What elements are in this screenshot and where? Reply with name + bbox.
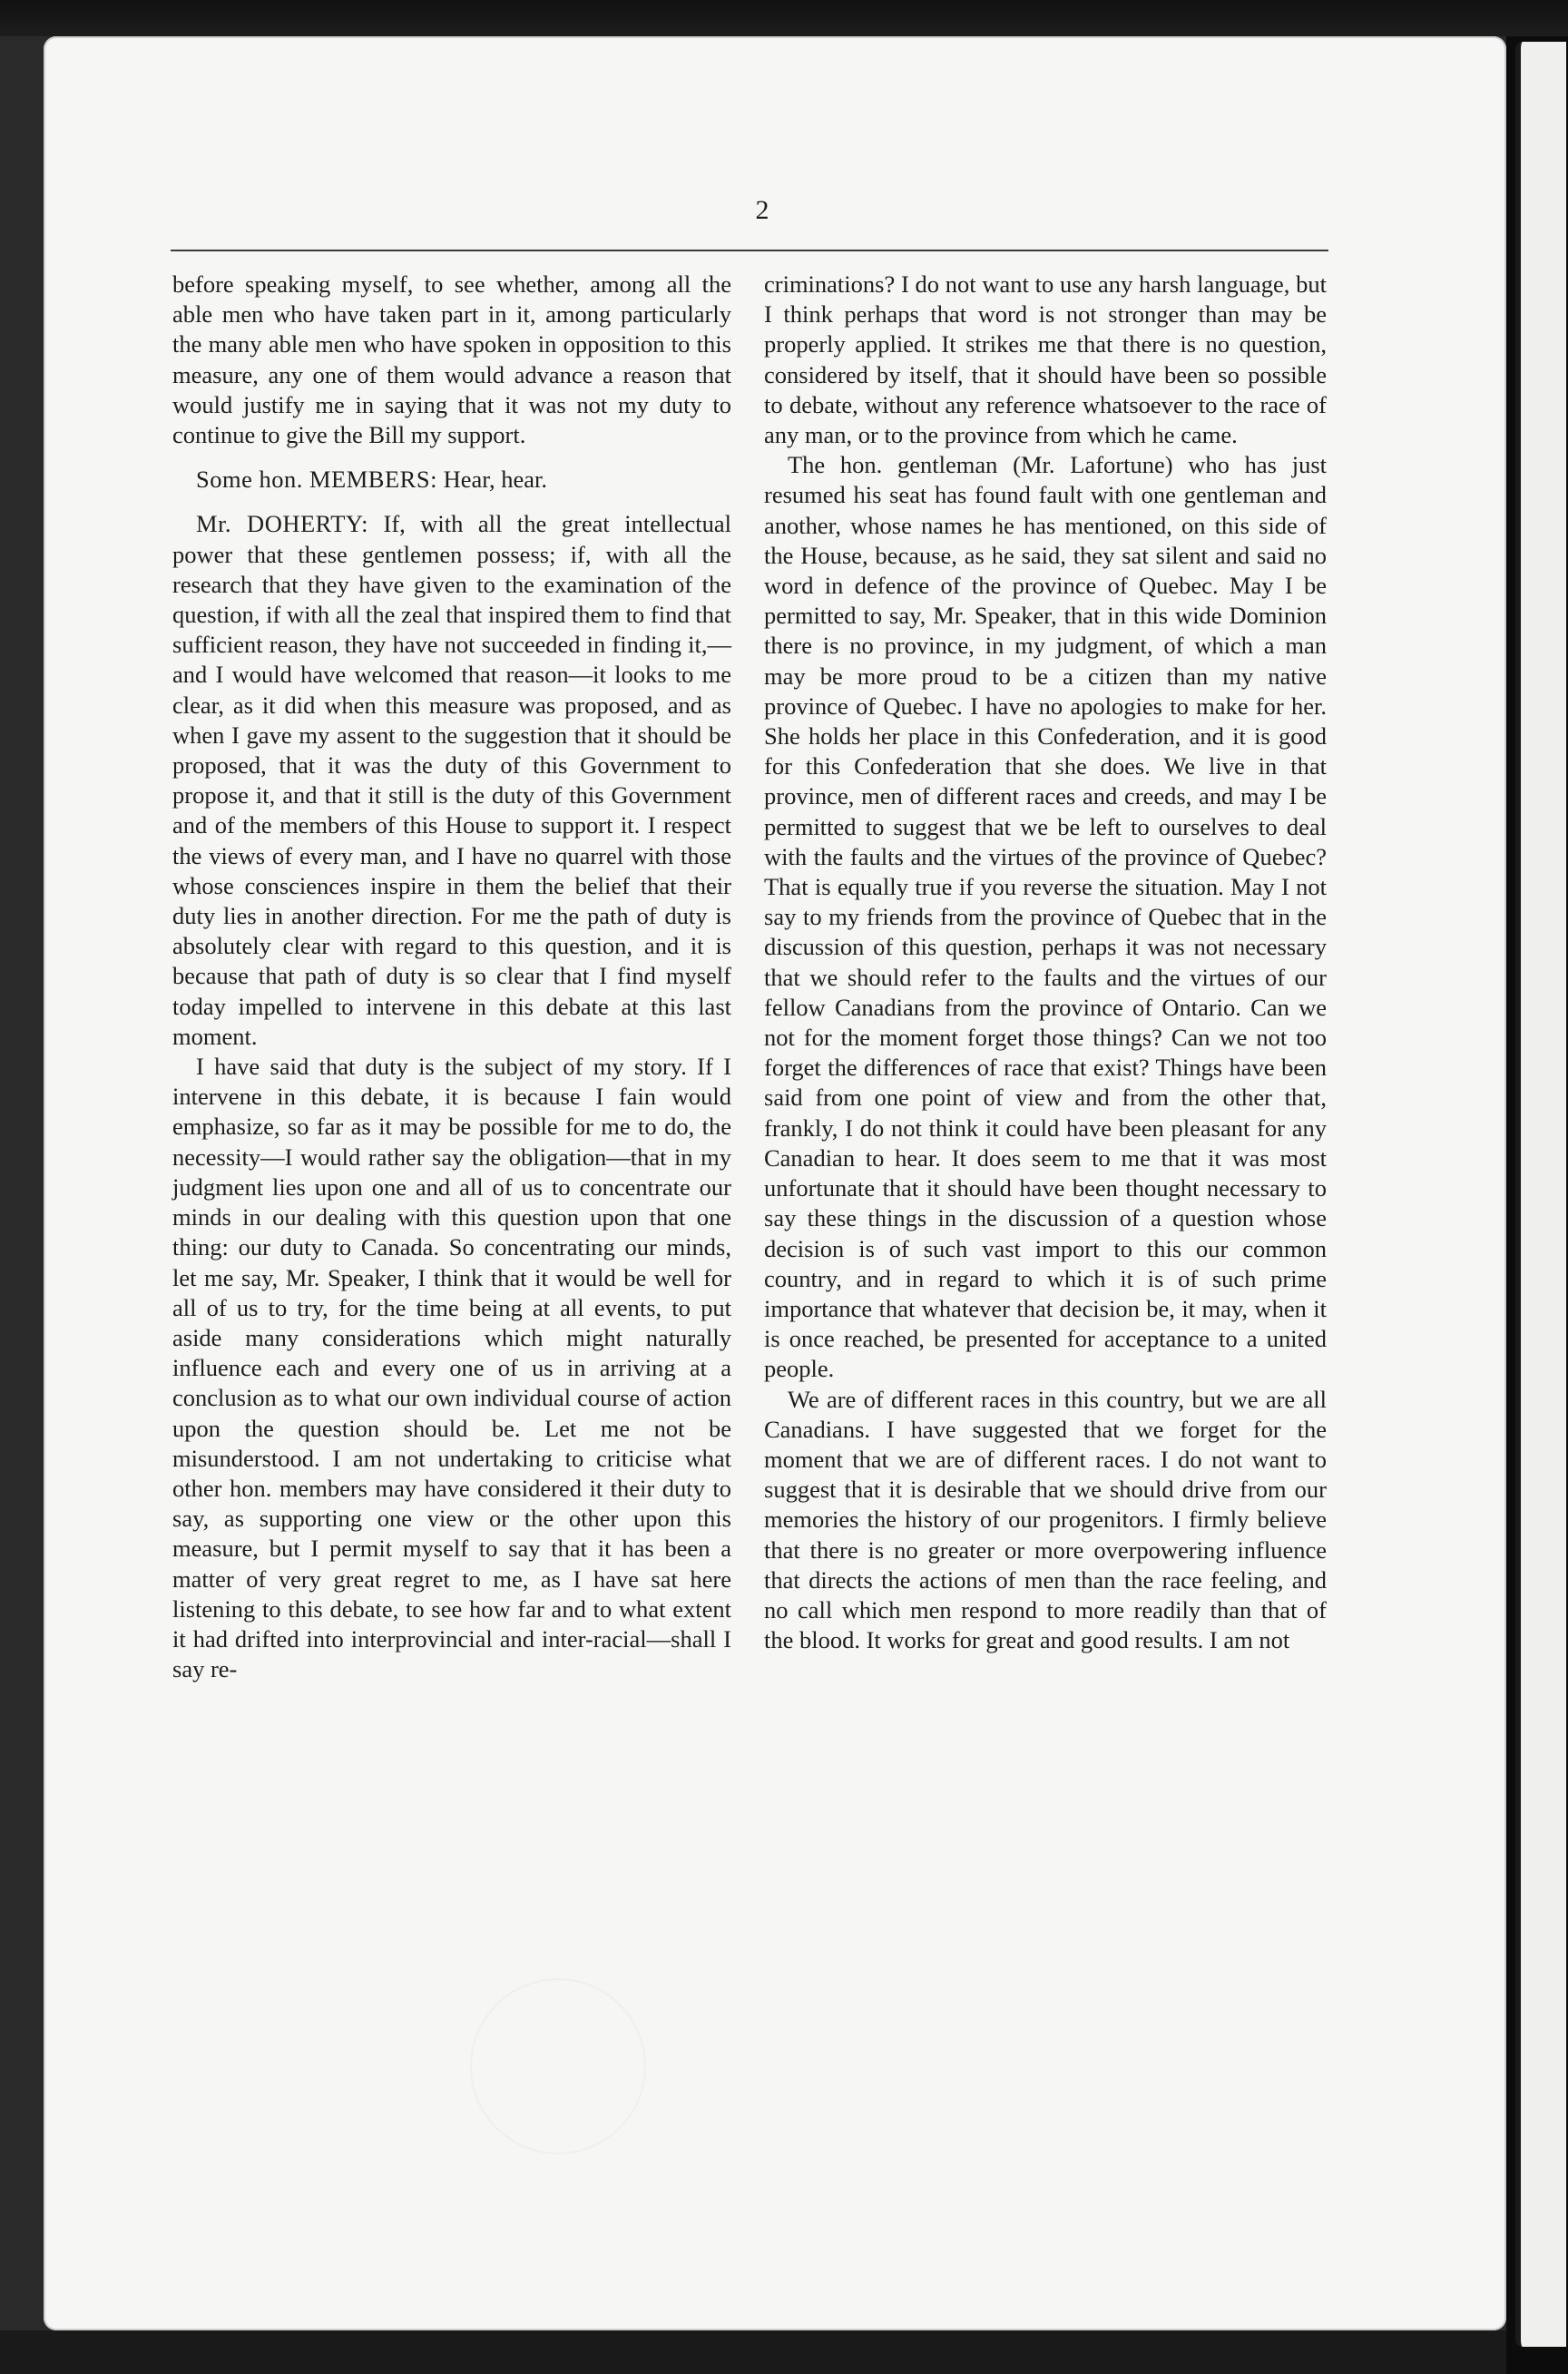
paragraph [764, 270, 1327, 450]
header-rule [171, 250, 1328, 251]
paragraph [172, 465, 731, 495]
paragraph-text: Hear, hear. [436, 466, 548, 494]
paragraph [764, 1385, 1327, 1656]
paragraph-text: I have said that duty is the subject of my story. If I intervene in this debate, it is because I fain would emphasize, so far as it may be possible for me to do, the necessity—I would rather say the obligation—that in my judgment lies upon one and all of us to concentrate our minds in our dealing with this question upon that one thing: our duty to Canada. So concentrating our minds, let me say, Mr. Speaker, I think that it would be well for all of us to try, for the time being at all events, to put aside many considerations which might naturally influence each and every one of us in arriving at a conclusion as to what our own individual course of action upon the question should be. Let me not be misunderstood. I am not undertaking to criticise what other hon. members may have considered it their duty to say, as supporting one view or the other upon this measure, but I permit myself to say that it has been a matter of very great regret to me, as I have sat here listening to this debate, to see how far and to what extent it had drifted into interprovincial and inter-racial—shall I say re- [172, 1053, 731, 1683]
scan-background-bottom [0, 2330, 1506, 2374]
paragraph-text: If, with all the great intellectual power that these gentlemen possess; if, with all the research that they have given to the examination of the question, if with all the zeal that inspired them to find that sufficient reason, they have not succeeded in finding it,—and I would have welcomed that reason—it looks to me clear, as it did when this measure was proposed, and as when I gave my assent to the suggestion that it should be proposed, that it was the duty of this Government to propose it, and that it still is the duty of this Government and of the members of this House to support it. I respect the views of every man, and I have no quarrel with those whose consciences inspire in them the belief that their duty lies in another direction. For me the path of duty is absolutely clear with regard to this question, and it is because that path of duty is so clear that I find myself today impelled to intervene in this debate at this last moment. [172, 510, 731, 1050]
paragraph [172, 270, 731, 450]
scan-background-top [0, 0, 1568, 36]
paragraph-text: criminations? I do not want to use any harsh language, but I think perhaps that word is not stronger than may be properly applied. It strikes me that there is no question, considered by itself, that it should have been so possible to debate, without any reference whatsoever to the race of any man, or to the province from which he came. [764, 270, 1327, 449]
paragraph [172, 509, 731, 1052]
page-number: 2 [755, 195, 769, 225]
adjacent-page-strip [1515, 42, 1566, 2347]
right-column [764, 270, 1327, 1655]
speaker-name: Some hon. MEMBERS: [196, 466, 437, 494]
paragraph-text: We are of different races in this country, but we are all Canadians. I have suggested that we forget for the moment that we are of different races. I do not want to suggest that it is desirable that we should drive from our memories the history of our progenitors. I firmly believe that there is no greater or more overpowering influence that directs the actions of men than the race feeling, and no call which men respond to more readily than that of the blood. It works for great and good results. I am not [764, 1385, 1327, 1654]
paragraph [764, 450, 1327, 1384]
paragraph-text: before speaking myself, to see whether, among all the able men who have taken part in it, among particularly the many able men who have spoken in opposition to this measure, any one of them would advance a reason that would justify me in saying that it was not my duty to continue to give the Bill my support. [172, 270, 731, 449]
speaker-name: Mr. DOHERTY: [196, 510, 368, 538]
faint-stamp [470, 1978, 646, 2154]
left-column [172, 270, 731, 1684]
adjacent-page-edge [1506, 36, 1568, 2374]
paragraph-text: The hon. gentleman (Mr. Lafortune) who has just resumed his seat has found fault with one gentleman and another, whose names he has mentioned, on this side of the House, because, as he said, they sat silent and said no word in defence of the province of Quebec. May I be permitted to say, Mr. Speaker, that in this wide Dominion there is no province, in my judgment, of which a man may be more proud to be a citizen than my native province of Quebec. I have no apologies to make for her. She holds her place in this Confederation, and it is good for this Confederation that she does. We live in that province, men of different races and creeds, and may I be permitted to suggest that we be left to ourselves to deal with the faults and the virtues of the province of Quebec? That is equally true if you reverse the situation. May I not say to my friends from the province of Quebec that in the discussion of this question, perhaps it was not necessary that we should refer to the faults and the virtues of our fellow Canadians from the province of Ontario. Can we not for the moment forget those things? Can we not too forget the differences of race that exist? Things have been said from one point of view and from the other that, frankly, I do not think it could have been pleasant for any Canadian to hear. It does seem to me that it was most unfortunate that it should have been thought necessary to say these things in the discussion of a question whose decision is of such vast import to this our common country, and in regard to which it is of such prime importance that whatever that decision be, it may, when it is once reached, be presented for acceptance to a united people. [764, 451, 1327, 1383]
paragraph [172, 1052, 731, 1684]
